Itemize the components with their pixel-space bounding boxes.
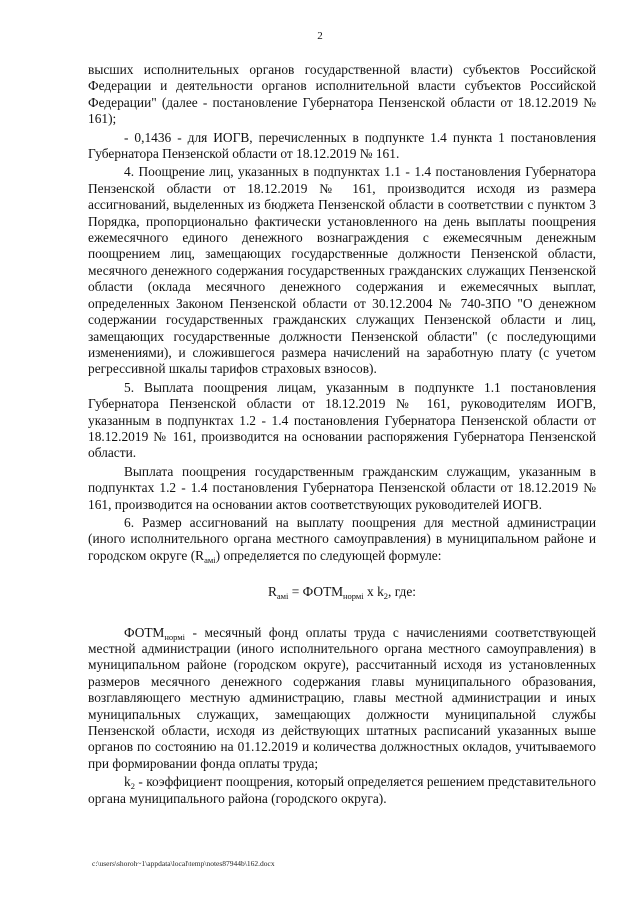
formula-r-sub: амi xyxy=(276,591,289,602)
paragraph-6 xyxy=(88,515,596,564)
formula-tail: , где: xyxy=(388,584,417,600)
paragraph-2: - 0,1436 - для ИОГВ, перечисленных в подпункте 1.4 пункта 1 постановления Губернатора Пензенской области от 18.12.2019 № 161. xyxy=(88,129,596,162)
definition-k-sub: 2 xyxy=(130,781,135,792)
paragraph-3: 4. Поощрение лиц, указанных в подпунктах 1.1 - 1.4 постановления Губернатора Пензенской области от 18.12.2019 № 161, производится исходя из размера ассигнований, выделенных из бюджета Пензенской области в соответствии с пунктом 3 Порядка, пропорционально фактически установленного на день выплаты поощрения ежемесячного единого денежного вознаграждения с ежемесячным денежным поощрением лиц, замещающих государственные должности Пензенской области, месячного денежного содержания государственных гражданских служащих Пензенской области (оклада месячного денежного содержания и ежемесячных выплат, определенных Законом Пензенской области от 30.12.2004 № 740-ЗПО "О денежном содержании государственных гражданских служащих Пензенской области и лиц, замещающих государственные должности Пензенской области" (с последующими изменениями), и сложившегося размера начислений на заработную плату (с учетом регрессивной шкалы тарифов страховых взносов). xyxy=(88,164,596,377)
definition-k-term: k xyxy=(124,774,131,790)
formula-x: x k xyxy=(363,584,384,600)
formula-r: R xyxy=(267,584,277,600)
paragraph-6-tail: ) определяется по следующей формуле: xyxy=(215,547,442,563)
definition-fot-sub: нормi xyxy=(164,631,185,642)
definition-k xyxy=(88,774,596,807)
definition-fot xyxy=(88,625,596,773)
definition-fot-term: ФОТМ xyxy=(124,624,165,640)
paragraph-5: Выплата поощрения государственным гражданским служащим, указанным в подпунктах 1.2 - 1.4 постановления Губернатора Пензенской области от 18.12.2019 № 161, производится на основании актов соответствующих руководителей ИОГВ. xyxy=(88,463,596,512)
paragraph-6-sub: амi xyxy=(204,554,216,565)
formula-mid: = ФОТМ xyxy=(288,584,343,600)
paragraph-4: 5. Выплата поощрения лицам, указанным в подпункте 1.1 постановления Губернатора Пензенской области от 18.12.2019 № 161, руководителям ИОГВ, указанным в подпунктах 1.2 - 1.4 постановления Губернатора Пензенской области от 18.12.2019 № 161, производится на основании распоряжения Губернатора Пензенской области. xyxy=(88,379,596,461)
formula xyxy=(88,584,596,600)
formula-k-sub: 2 xyxy=(383,591,389,602)
formula-fot-sub: нормi xyxy=(343,591,364,602)
paragraph-1: высших исполнительных органов государственной власти) субъектов Российской Федерации и деятельности органов исполнительной власти субъектов Российской Федерации" (далее - постановление Губернатора Пензенской области от 18.12.2019 № 161); xyxy=(88,62,596,127)
definition-k-text: - коэффициент поощрения, который определяется решением представительного органа муниципального района (городского округа). xyxy=(88,774,596,806)
document-body xyxy=(88,62,596,809)
footer-file-path: c:\users\shoroh~1\appdata\local\temp\notes87944b\162.docx xyxy=(92,859,275,868)
definition-fot-text: - месячный фонд оплаты труда с начислениями соответствующей местной администрации (иного исполнительного органа местного самоуправления) в муниципальном районе (городском округе), рассчитанный исходя из установленных размеров месячного денежного содержания главы муниципального образования, возглавляющего местную администрацию, главы местной администрации и иных муниципальных служащих, замещающих должности муниципальной службы Пензенской области, исходя из действующих штатных расписаний указанных выше органов по состоянию на 01.12.2019 и количества должностных окладов, учитываемого при формировании фонда оплаты труда; xyxy=(88,624,596,771)
page-number: 2 xyxy=(317,30,323,42)
paragraph-6-text: 6. Размер ассигнований на выплату поощрения для местной администрации (иного исполнительного органа местного самоуправления) в муниципальном районе и городском округе (R xyxy=(88,514,596,563)
